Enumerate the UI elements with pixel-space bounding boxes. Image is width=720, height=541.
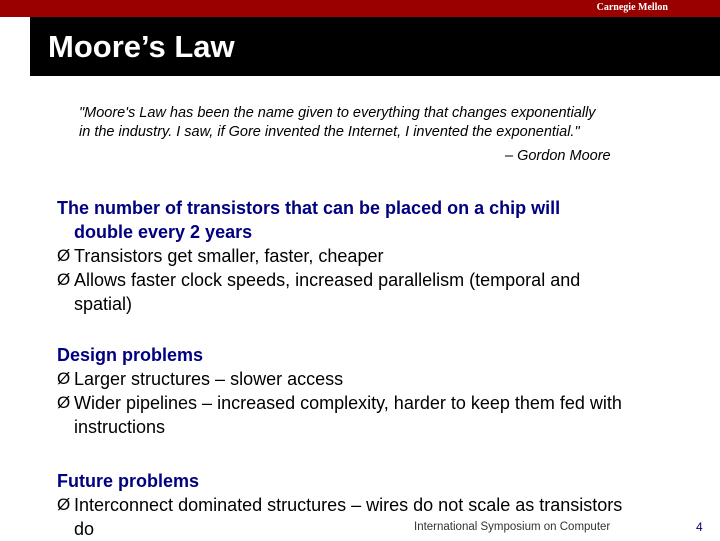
bullet-text-continuation: instructions — [74, 417, 166, 437]
arrow-bullet-icon: Ø — [57, 369, 71, 388]
section-heading: The number of transistors that can be placed on a chip will — [57, 198, 561, 218]
title-bar — [30, 17, 720, 76]
arrow-bullet-icon: Ø — [57, 495, 71, 514]
section-heading: Design problems — [57, 345, 204, 365]
bullet-text: Allows faster clock speeds, increased parallelism (temporal and — [74, 270, 581, 290]
bullet-text: Transistors get smaller, faster, cheaper — [74, 246, 384, 266]
section-transistors — [57, 196, 707, 316]
arrow-bullet-icon: Ø — [57, 270, 71, 289]
bullet-item — [57, 493, 707, 517]
footer-conference: International Symposium on Computer — [414, 521, 611, 533]
bullet-text-continuation: spatial) — [74, 294, 133, 314]
quote-attribution: – Gordon Moore — [505, 148, 611, 164]
bullet-text: Wider pipelines – increased complexity, harder to keep them fed with — [74, 393, 622, 413]
bullet-item — [57, 268, 707, 292]
section-design-problems — [57, 343, 707, 439]
page-number: 4 — [696, 520, 703, 534]
bullet-item — [57, 367, 707, 391]
quote-line: "Moore's Law has been the name given to everything that changes exponentially — [79, 105, 596, 121]
bullet-text: Interconnect dominated structures – wires do not scale as transistors — [74, 495, 623, 515]
bullet-text: Larger structures – slower access — [74, 369, 344, 389]
section-heading: Future problems — [57, 471, 200, 491]
quote-line: in the industry. I saw, if Gore invented the Internet, I invented the exponential." — [79, 124, 580, 140]
bullet-text-continuation: do — [74, 519, 95, 539]
slide-title: Moore’s Law — [48, 29, 235, 64]
section-heading-continuation: double every 2 years — [74, 222, 253, 242]
brand-logo-text: Carnegie Mellon — [596, 2, 668, 13]
brand-bar — [0, 0, 720, 17]
quote-block — [79, 104, 679, 142]
arrow-bullet-icon: Ø — [57, 246, 71, 265]
bullet-item — [57, 244, 707, 268]
arrow-bullet-icon: Ø — [57, 393, 71, 412]
bullet-item — [57, 391, 707, 415]
